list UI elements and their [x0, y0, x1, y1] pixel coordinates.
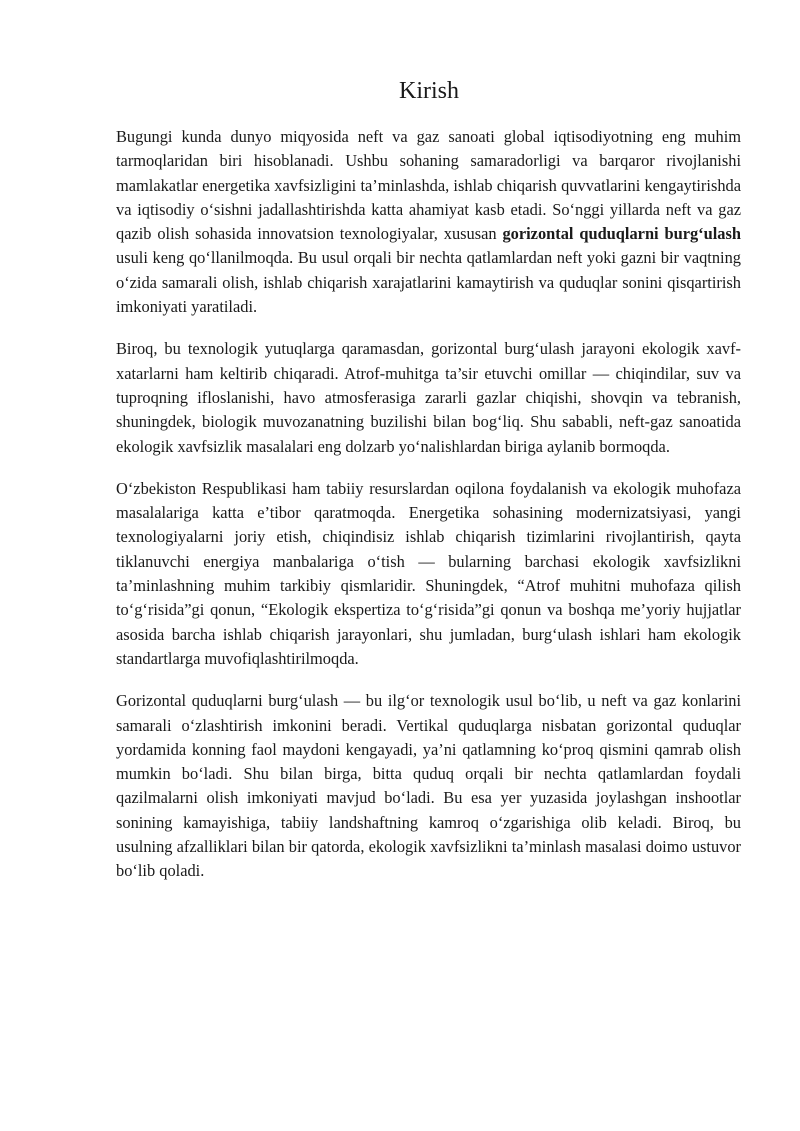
paragraph-4: Gorizontal quduqlarni burg‘ulash — bu ilg‘or texnologik usul bo‘lib, u neft va gaz konlarini samarali o‘zlashtirish imkonini beradi. Vertikal quduqlarga nisbatan gorizontal quduqlar yordamida konning faol maydoni kengayadi, ya’ni qatlamning ko‘proq qismini qamrab olish mumkin bo‘ladi. Shu bilan birga, bitta quduq orqali bir nechta qatlamlardan foydali qazilmalarni olish imkoniyati mavjud bo‘ladi. Bu esa yer yuzasida joylashgan inshootlar sonining kamayishiga, tabiiy landshaftning kamroq o‘zgarishiga olib keladi. Biroq, bu usulning afzalliklari bilan bir qatorda, ekologik xavfsizlikni ta’minlash masalasi doimo ustuvor bo‘lib qoladi.: [116, 691, 741, 881]
paragraph-3: O‘zbekiston Respublikasi ham tabiiy resurslardan oqilona foydalanish va ekologik muhofaza masalalariga katta e’tibor qaratmoqda. Energetika sohasining modernizatsiyasi, yangi texnologiyalarni joriy etish, chiqindisiz ishlab chiqarish tizimlarini rivojlantirish, qayta tiklanuvchi energiya manbalariga o‘tish — bularning barchasi ekologik xavfsizlikni ta’minlashning muhim tarkibiy qismlaridir. Shuningdek, “Atrof muhitni muhofaza qilish to‘g‘risida”gi qonun, “Ekologik ekspertiza to‘g‘risida”gi qonun va boshqa me’yoriy hujjatlar asosida barcha ishlab chiqarish jarayonlari, shu jumladan, burg‘ulash ishlari ham ekologik standartlarga muvofiqlashtirilmoqda.: [116, 478, 741, 668]
paragraph-1-text-end: usuli keng qo‘llanilmoqda. Bu usul orqali bir nechta qatlamlardan neft yoki gazni bir vaqtning o‘zida samarali olish, ishlab chiqarish xarajatlarini kamaytirish va quduqlar sonini qisqartirish imkoniyati yaratiladi.: [116, 248, 741, 317]
paragraph-1: [116, 125, 741, 319]
paragraph-1-text-start: Bugungi kunda dunyo miqyosida neft va gaz sanoati global iqtisodiyotning eng muhim tarmoqlaridan biri hisoblanadi. Ushbu sohaning samaradorligi va barqaror rivojlanishi mamlakatlar energetika xavfsizligini ta’minlashda, ishlab chiqarish quvvatlarini kengaytirishda va iqtisodiy o‘sishni jadallashtirishda katta ahamiyat kasb etadi. So‘nggi yillarda neft va gaz qazib olish sohasida innovatsion texnologiyalar, xususan: [116, 127, 741, 244]
bold-term: gorizontal quduqlarni burg‘ulash: [502, 224, 741, 244]
document-body: [116, 125, 741, 902]
page-title: Kirish: [399, 78, 459, 104]
paragraph-2: Biroq, bu texnologik yutuqlarga qaramasdan, gorizontal burg‘ulash jarayoni ekologik xavf-xatarlarni ham keltirib chiqaradi. Atrof-muhitga ta’sir etuvchi omillar — chiqindilar, suv va tuproqning ifloslanishi, havo atmosferasiga zararli gazlar chiqishi, shovqin va tebranish, shuningdek, biologik muvozanatning buzilishi bilan bog‘liq. Shu sababli, neft-gaz sanoatida ekologik xavfsizlik masalalari eng dolzarb yo‘nalishlardan biriga aylanib bormoqda.: [116, 339, 741, 456]
